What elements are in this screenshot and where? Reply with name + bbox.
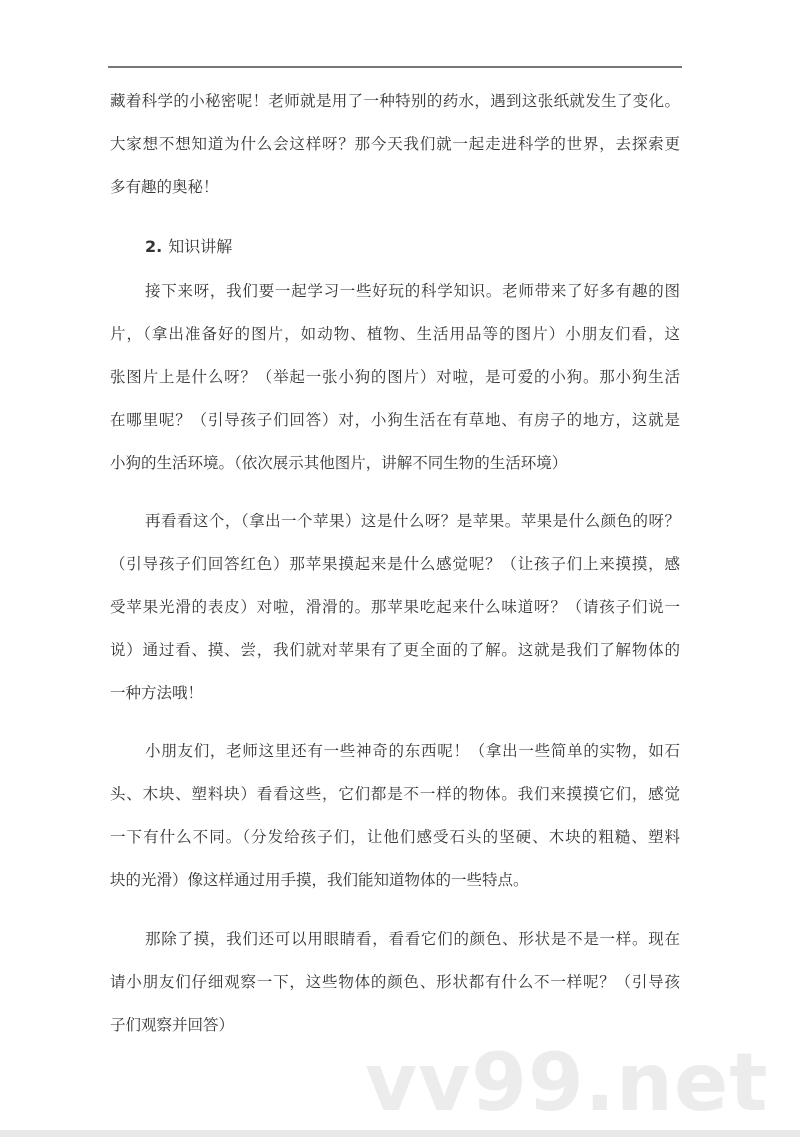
header-rule [108, 66, 682, 68]
section-heading [145, 234, 232, 257]
paragraph-line: 片，（拿出准备好的图片，如动物、植物、生活用品等的图片）小朋友们看，这 [110, 325, 680, 343]
paragraph-line: 请小朋友们仔细观察一下，这些物体的颜色、形状都有什么不一样呢？（引导孩 [110, 973, 680, 991]
paragraph-line: 块的光滑）像这样通过用手摸，我们能知道物体的一些特点。 [110, 871, 529, 889]
paragraph-line: 子们观察并回答） [110, 1016, 235, 1034]
paragraph-line: 藏着科学的小秘密呢！老师就是用了一种特别的药水，遇到这张纸就发生了变化。 [110, 92, 680, 110]
paragraph-line: 受苹果光滑的表皮）对啦，滑滑的。那苹果吃起来什么味道呀？（请孩子们说一 [110, 598, 680, 616]
paragraph-line: 一下有什么不同。（分发给孩子们，让他们感受石头的坚硬、木块的粗糙、塑料 [110, 828, 680, 846]
paragraph-line: 再看看这个，（拿出一个苹果）这是什么呀？是苹果。苹果是什么颜色的呀？ [145, 512, 680, 530]
paragraph-line: 说）通过看、摸、尝，我们就对苹果有了更全面的了解。这就是我们了解物体的 [110, 641, 680, 659]
paragraph-line: （引导孩子们回答红色）那苹果摸起来是什么感觉呢？（让孩子们上来摸摸，感 [110, 555, 680, 573]
watermark: vv99.net [365, 1036, 769, 1129]
paragraph-line: 在哪里呢？（引导孩子们回答）对，小狗生活在有草地、有房子的地方，这就是 [110, 411, 680, 429]
paragraph-line: 接下来呀，我们要一起学习一些好玩的科学知识。老师带来了好多有趣的图 [145, 282, 680, 300]
paragraph-line: 那除了摸，我们还可以用眼睛看，看看它们的颜色、形状是不是一样。现在 [145, 930, 680, 948]
paragraph-line: 小狗的生活环境。（依次展示其他图片，讲解不同生物的生活环境） [110, 454, 568, 472]
paragraph-line: 多有趣的奥秘！ [110, 178, 219, 196]
paragraph-line: 头、木块、塑料块）看看这些，它们都是不一样的物体。我们来摸摸它们，感觉 [110, 785, 680, 803]
paragraph-line: 张图片上是什么呀？（举起一张小狗的图片）对啦，是可爱的小狗。那小狗生活 [110, 368, 680, 386]
paragraph-line: 一种方法哦！ [110, 684, 204, 702]
section-number: 2. [145, 237, 163, 256]
paragraph-line: 大家想不想知道为什么会这样呀？那今天我们就一起走进科学的世界，去探索更 [110, 135, 680, 153]
section-title: 知识讲解 [168, 237, 233, 256]
page-bottom-edge [0, 1130, 800, 1137]
paragraph-line: 小朋友们，老师这里还有一些神奇的东西呢！（拿出一些简单的实物，如石 [145, 742, 680, 760]
